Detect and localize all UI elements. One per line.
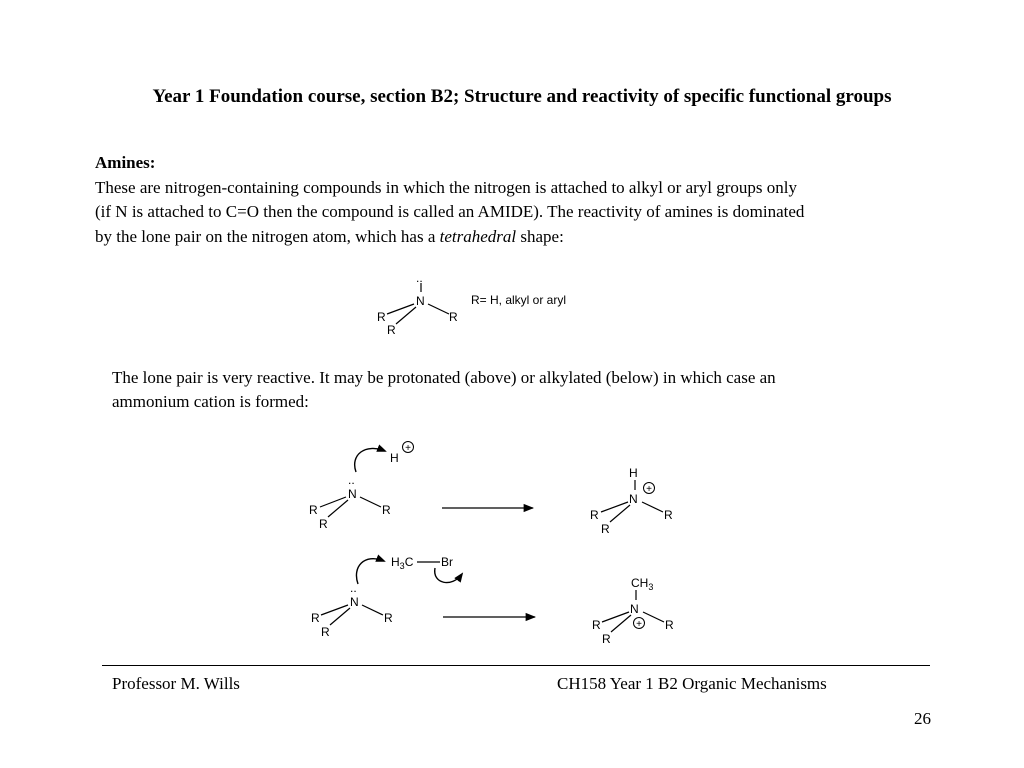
plus-sign: + <box>636 619 642 630</box>
section-heading: Amines: <box>95 153 156 172</box>
methyl-subscript: 3 <box>399 561 405 571</box>
r-label-front: R <box>602 632 611 646</box>
reactivity-line-2: ammonium cation is formed: <box>112 392 309 411</box>
curved-arrow-icon <box>356 559 384 584</box>
curved-arrow-icon <box>355 448 385 472</box>
r-label-front: R <box>321 625 330 639</box>
r-label-right: R <box>664 508 673 522</box>
plus-sign: + <box>646 484 652 495</box>
ch3-label <box>631 576 653 592</box>
r-label-right: R <box>665 618 674 632</box>
footer-author: Professor M. Wills <box>112 674 240 693</box>
r-definition-note: R= H, alkyl or aryl <box>471 293 567 307</box>
methyl-c: C <box>404 555 414 569</box>
r-label-left: R <box>592 618 601 632</box>
lone-pair-dots: .. <box>348 473 355 487</box>
r-label-front: R <box>601 522 610 536</box>
ch3-subscript: 3 <box>648 582 654 592</box>
slide-title: Year 1 Foundation course, section B2; Structure and reactivity of specific functional groups <box>152 86 892 107</box>
nitrogen-label: N <box>350 595 359 609</box>
protonation-product <box>590 466 673 536</box>
proton-label: H <box>390 451 399 465</box>
tetrahedral-emphasis: tetrahedral <box>439 227 517 246</box>
r-label-front: R <box>319 517 328 531</box>
intro-line-3-start: by the lone pair on the nitrogen atom, which has a <box>95 227 440 246</box>
intro-line-2: (if N is attached to C=O then the compound is called an AMIDE). The reactivity of amines is dominated <box>95 202 805 221</box>
r-label-right: R <box>449 310 458 324</box>
methyl-label <box>391 555 414 571</box>
intro-line-3-end: shape: <box>516 227 564 246</box>
protonation-reactant <box>309 442 414 532</box>
methyl-h: H <box>391 555 400 569</box>
alkylation-product <box>592 576 674 646</box>
r-label-left: R <box>309 503 318 517</box>
r-label-left: R <box>377 310 386 324</box>
r-label-front: R <box>387 323 396 337</box>
r-label-right: R <box>384 611 393 625</box>
intro-line-1: These are nitrogen-containing compounds in which the nitrogen is attached to alkyl or aryl groups only <box>95 178 798 197</box>
bromine-label: Br <box>441 555 453 569</box>
nitrogen-label: N <box>348 487 357 501</box>
lone-pair-dots: .. <box>416 271 423 285</box>
r-label-left: R <box>311 611 320 625</box>
curved-arrow-icon <box>435 568 462 583</box>
page-number: 26 <box>914 709 931 728</box>
ch3-ch: CH <box>631 576 649 590</box>
r-label-left: R <box>590 508 599 522</box>
nitrogen-label: N <box>629 492 638 506</box>
nitrogen-label: N <box>630 602 639 616</box>
hydrogen-label: H <box>629 466 638 480</box>
nitrogen-label: N <box>416 294 425 308</box>
plus-sign: + <box>405 443 411 454</box>
r-label-right: R <box>382 503 391 517</box>
alkylation-reactant <box>311 555 462 639</box>
footer-course: CH158 Year 1 B2 Organic Mechanisms <box>557 674 827 693</box>
lone-pair-dots: .. <box>350 581 357 595</box>
footer-divider <box>102 665 930 666</box>
reactivity-line-1: The lone pair is very reactive. It may be protonated (above) or alkylated (below) in which case an <box>112 368 776 387</box>
